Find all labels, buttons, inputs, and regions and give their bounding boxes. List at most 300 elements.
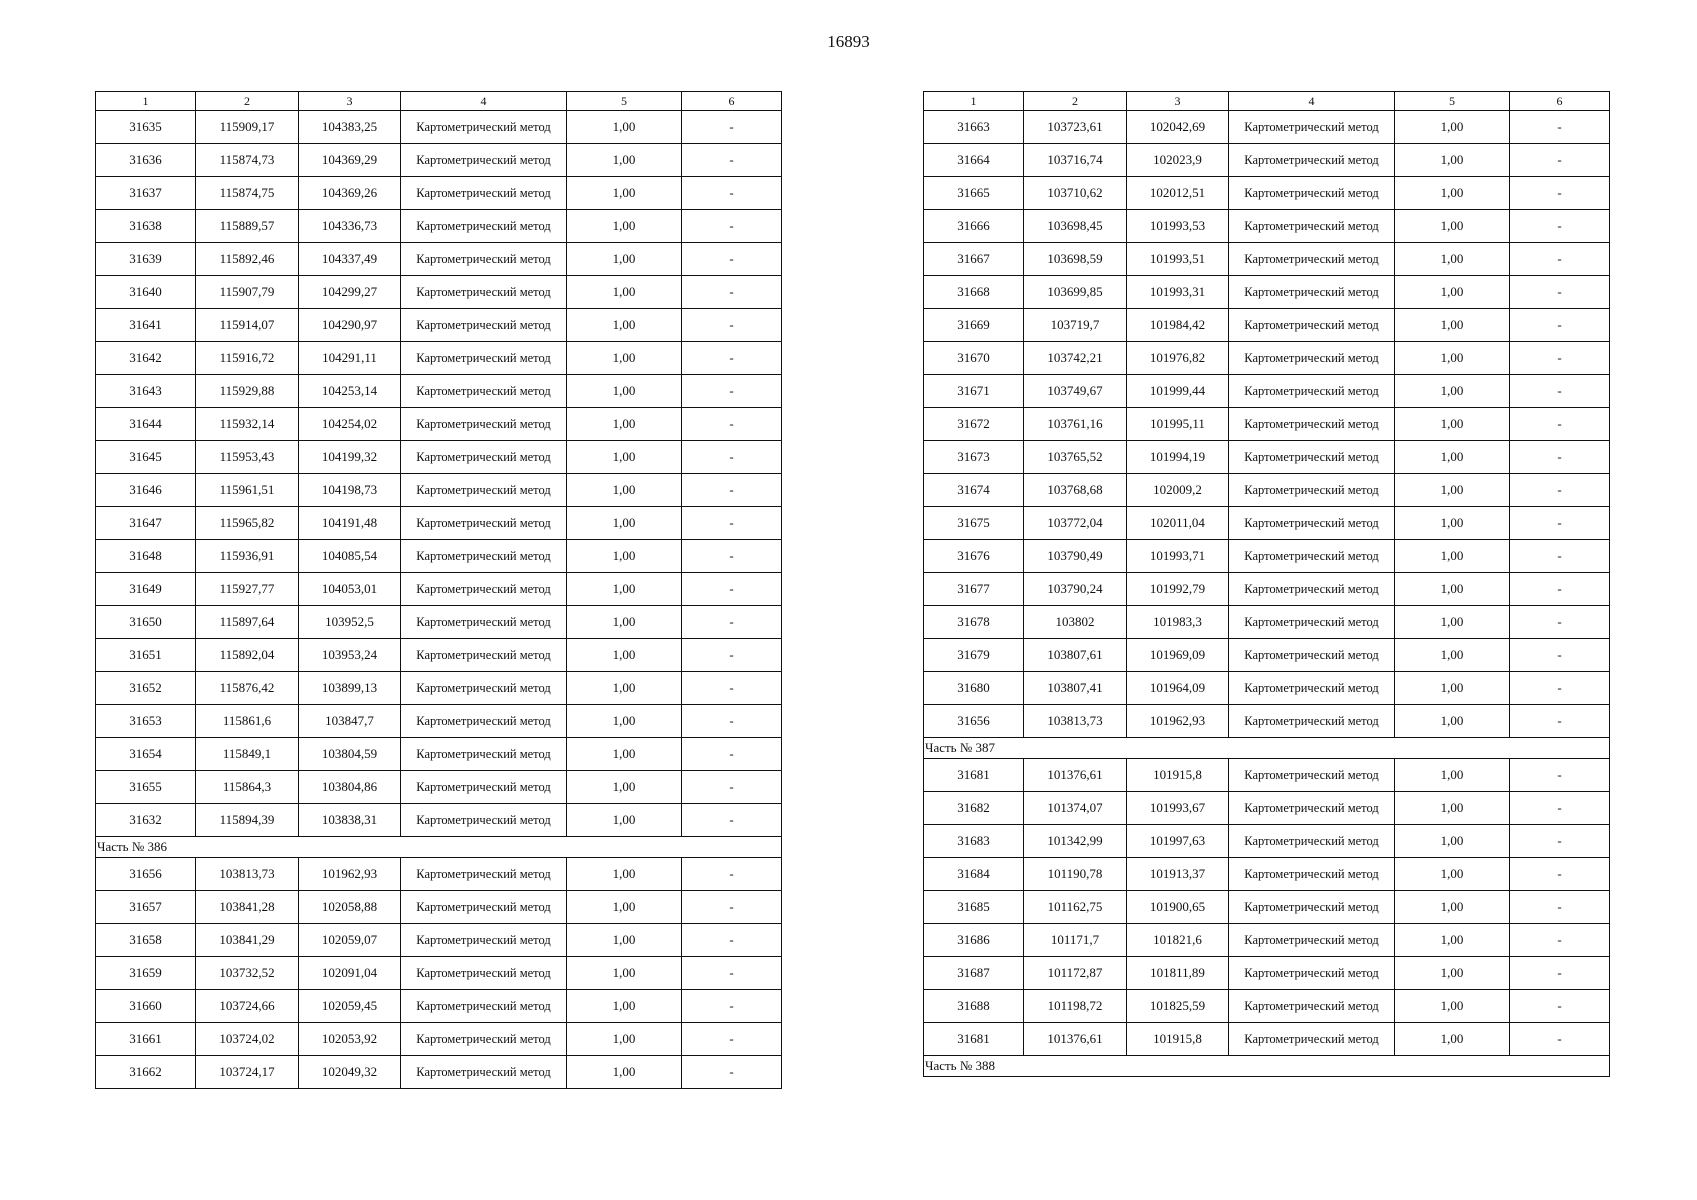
y-coordinate-cell: 101821,6 (1127, 924, 1229, 957)
y-coordinate-cell: 101915,8 (1127, 1023, 1229, 1056)
point-number-cell: 31667 (924, 243, 1024, 276)
x-coordinate-cell: 115927,77 (196, 573, 299, 606)
table-row (924, 276, 1610, 309)
y-coordinate-cell: 104336,73 (299, 210, 401, 243)
accuracy-cell: 1,00 (1395, 342, 1510, 375)
x-coordinate-cell: 103790,24 (1024, 573, 1127, 606)
description-cell: - (1510, 408, 1610, 441)
point-number-cell: 31674 (924, 474, 1024, 507)
point-number-cell: 31660 (96, 990, 196, 1023)
method-cell: Картометрический метод (401, 639, 567, 672)
point-number-cell: 31666 (924, 210, 1024, 243)
accuracy-cell: 1,00 (1395, 573, 1510, 606)
column-header: 2 (1024, 92, 1127, 111)
method-cell: Картометрический метод (401, 606, 567, 639)
accuracy-cell: 1,00 (1395, 243, 1510, 276)
accuracy-cell: 1,00 (567, 342, 682, 375)
description-cell: - (1510, 792, 1610, 825)
method-cell: Картометрический метод (1229, 210, 1395, 243)
method-cell: Картометрический метод (1229, 474, 1395, 507)
description-cell: - (682, 639, 782, 672)
page-number: 16893 (827, 32, 870, 51)
y-coordinate-cell: 103953,24 (299, 639, 401, 672)
point-number-cell: 31662 (96, 1056, 196, 1089)
x-coordinate-cell: 103749,67 (1024, 375, 1127, 408)
accuracy-cell: 1,00 (567, 210, 682, 243)
accuracy-cell: 1,00 (1395, 111, 1510, 144)
y-coordinate-cell: 101969,09 (1127, 639, 1229, 672)
description-cell: - (682, 858, 782, 891)
accuracy-cell: 1,00 (1395, 144, 1510, 177)
point-number-cell: 31680 (924, 672, 1024, 705)
table-row (924, 672, 1610, 705)
point-number-cell: 31643 (96, 375, 196, 408)
description-cell: - (1510, 375, 1610, 408)
y-coordinate-cell: 104291,11 (299, 342, 401, 375)
point-number-cell: 31649 (96, 573, 196, 606)
table-row (924, 957, 1610, 990)
accuracy-cell: 1,00 (567, 177, 682, 210)
x-coordinate-cell: 103813,73 (1024, 705, 1127, 738)
point-number-cell: 31679 (924, 639, 1024, 672)
table-row (96, 573, 782, 606)
point-number-cell: 31661 (96, 1023, 196, 1056)
accuracy-cell: 1,00 (567, 771, 682, 804)
method-cell: Картометрический метод (401, 276, 567, 309)
x-coordinate-cell: 103761,16 (1024, 408, 1127, 441)
description-cell: - (682, 804, 782, 837)
part-heading-row (924, 1056, 1610, 1077)
method-cell: Картометрический метод (1229, 891, 1395, 924)
method-cell: Картометрический метод (1229, 672, 1395, 705)
x-coordinate-cell: 115874,73 (196, 144, 299, 177)
x-coordinate-cell: 103742,21 (1024, 342, 1127, 375)
accuracy-cell: 1,00 (1395, 792, 1510, 825)
header-row (96, 92, 782, 111)
description-cell: - (682, 309, 782, 342)
x-coordinate-cell: 101172,87 (1024, 957, 1127, 990)
method-cell: Картометрический метод (401, 342, 567, 375)
method-cell: Картометрический метод (1229, 825, 1395, 858)
x-coordinate-cell: 103710,62 (1024, 177, 1127, 210)
y-coordinate-cell: 104383,25 (299, 111, 401, 144)
x-coordinate-cell: 115916,72 (196, 342, 299, 375)
description-cell: - (682, 1023, 782, 1056)
description-cell: - (682, 474, 782, 507)
table-row (924, 858, 1610, 891)
point-number-cell: 31677 (924, 573, 1024, 606)
x-coordinate-cell: 115936,91 (196, 540, 299, 573)
table-row (96, 738, 782, 771)
accuracy-cell: 1,00 (567, 408, 682, 441)
accuracy-cell: 1,00 (567, 924, 682, 957)
x-coordinate-cell: 101171,7 (1024, 924, 1127, 957)
point-number-cell: 31668 (924, 276, 1024, 309)
y-coordinate-cell: 103804,59 (299, 738, 401, 771)
accuracy-cell: 1,00 (1395, 540, 1510, 573)
x-coordinate-cell: 101198,72 (1024, 990, 1127, 1023)
point-number-cell: 31671 (924, 375, 1024, 408)
method-cell: Картометрический метод (1229, 1023, 1395, 1056)
description-cell: - (1510, 990, 1610, 1023)
table-row (96, 276, 782, 309)
x-coordinate-cell: 115929,88 (196, 375, 299, 408)
description-cell: - (682, 1056, 782, 1089)
point-number-cell: 31669 (924, 309, 1024, 342)
point-number-cell: 31640 (96, 276, 196, 309)
table-row (924, 924, 1610, 957)
point-number-cell: 31638 (96, 210, 196, 243)
accuracy-cell: 1,00 (1395, 759, 1510, 792)
x-coordinate-cell: 103719,7 (1024, 309, 1127, 342)
y-coordinate-cell: 102091,04 (299, 957, 401, 990)
method-cell: Картометрический метод (1229, 144, 1395, 177)
table-row (924, 990, 1610, 1023)
table-row (96, 375, 782, 408)
part-heading: Часть № 386 (96, 837, 782, 858)
description-cell: - (682, 408, 782, 441)
y-coordinate-cell: 104337,49 (299, 243, 401, 276)
table-row (924, 111, 1610, 144)
method-cell: Картометрический метод (401, 375, 567, 408)
table-row (96, 243, 782, 276)
table-row (924, 606, 1610, 639)
method-cell: Картометрический метод (401, 243, 567, 276)
description-cell: - (1510, 111, 1610, 144)
accuracy-cell: 1,00 (1395, 375, 1510, 408)
point-number-cell: 31683 (924, 825, 1024, 858)
table-row (96, 309, 782, 342)
point-number-cell: 31684 (924, 858, 1024, 891)
accuracy-cell: 1,00 (567, 375, 682, 408)
accuracy-cell: 1,00 (567, 705, 682, 738)
y-coordinate-cell: 104053,01 (299, 573, 401, 606)
method-cell: Картометрический метод (401, 891, 567, 924)
x-coordinate-cell: 115892,46 (196, 243, 299, 276)
point-number-cell: 31672 (924, 408, 1024, 441)
y-coordinate-cell: 104253,14 (299, 375, 401, 408)
y-coordinate-cell: 104198,73 (299, 474, 401, 507)
method-cell: Картометрический метод (401, 705, 567, 738)
table-row (924, 792, 1610, 825)
description-cell: - (1510, 825, 1610, 858)
table-row (924, 144, 1610, 177)
method-cell: Картометрический метод (1229, 441, 1395, 474)
y-coordinate-cell: 101994,19 (1127, 441, 1229, 474)
accuracy-cell: 1,00 (567, 1023, 682, 1056)
x-coordinate-cell: 103807,41 (1024, 672, 1127, 705)
method-cell: Картометрический метод (1229, 540, 1395, 573)
description-cell: - (1510, 759, 1610, 792)
table-row (924, 573, 1610, 606)
description-cell: - (682, 672, 782, 705)
method-cell: Картометрический метод (1229, 342, 1395, 375)
table-row (96, 111, 782, 144)
x-coordinate-cell: 115864,3 (196, 771, 299, 804)
y-coordinate-cell: 104199,32 (299, 441, 401, 474)
x-coordinate-cell: 103765,52 (1024, 441, 1127, 474)
x-coordinate-cell: 115876,42 (196, 672, 299, 705)
x-coordinate-cell: 101190,78 (1024, 858, 1127, 891)
method-cell: Картометрический метод (1229, 408, 1395, 441)
table-row (96, 924, 782, 957)
x-coordinate-cell: 103802 (1024, 606, 1127, 639)
y-coordinate-cell: 101997,63 (1127, 825, 1229, 858)
description-cell: - (682, 771, 782, 804)
y-coordinate-cell: 101913,37 (1127, 858, 1229, 891)
table-row (96, 858, 782, 891)
accuracy-cell: 1,00 (1395, 276, 1510, 309)
method-cell: Картометрический метод (401, 858, 567, 891)
x-coordinate-cell: 101374,07 (1024, 792, 1127, 825)
x-coordinate-cell: 103732,52 (196, 957, 299, 990)
column-header: 3 (1127, 92, 1229, 111)
point-number-cell: 31654 (96, 738, 196, 771)
table-row (924, 825, 1610, 858)
point-number-cell: 31642 (96, 342, 196, 375)
y-coordinate-cell: 101962,93 (299, 858, 401, 891)
method-cell: Картометрический метод (1229, 792, 1395, 825)
method-cell: Картометрический метод (1229, 639, 1395, 672)
y-coordinate-cell: 102042,69 (1127, 111, 1229, 144)
x-coordinate-cell: 115874,75 (196, 177, 299, 210)
column-header: 3 (299, 92, 401, 111)
description-cell: - (1510, 924, 1610, 957)
method-cell: Картометрический метод (1229, 309, 1395, 342)
point-number-cell: 31670 (924, 342, 1024, 375)
description-cell: - (682, 243, 782, 276)
method-cell: Картометрический метод (401, 408, 567, 441)
x-coordinate-cell: 103841,28 (196, 891, 299, 924)
description-cell: - (1510, 243, 1610, 276)
method-cell: Картометрический метод (401, 957, 567, 990)
description-cell: - (682, 177, 782, 210)
description-cell: - (1510, 1023, 1610, 1056)
point-number-cell: 31658 (96, 924, 196, 957)
accuracy-cell: 1,00 (567, 540, 682, 573)
x-coordinate-cell: 103807,61 (1024, 639, 1127, 672)
y-coordinate-cell: 102023,9 (1127, 144, 1229, 177)
accuracy-cell: 1,00 (1395, 210, 1510, 243)
x-coordinate-cell: 115849,1 (196, 738, 299, 771)
y-coordinate-cell: 104085,54 (299, 540, 401, 573)
header-row (924, 92, 1610, 111)
point-number-cell: 31644 (96, 408, 196, 441)
table-row (96, 990, 782, 1023)
y-coordinate-cell: 104254,02 (299, 408, 401, 441)
table-row (96, 1056, 782, 1089)
description-cell: - (1510, 210, 1610, 243)
x-coordinate-cell: 103716,74 (1024, 144, 1127, 177)
accuracy-cell: 1,00 (1395, 309, 1510, 342)
accuracy-cell: 1,00 (567, 111, 682, 144)
x-coordinate-cell: 115907,79 (196, 276, 299, 309)
part-heading: Часть № 387 (924, 738, 1610, 759)
accuracy-cell: 1,00 (567, 1056, 682, 1089)
point-number-cell: 31645 (96, 441, 196, 474)
method-cell: Картометрический метод (1229, 375, 1395, 408)
accuracy-cell: 1,00 (1395, 705, 1510, 738)
description-cell: - (1510, 606, 1610, 639)
description-cell: - (1510, 957, 1610, 990)
y-coordinate-cell: 104369,26 (299, 177, 401, 210)
x-coordinate-cell: 101376,61 (1024, 1023, 1127, 1056)
y-coordinate-cell: 102058,88 (299, 891, 401, 924)
table-row (924, 639, 1610, 672)
point-number-cell: 31657 (96, 891, 196, 924)
x-coordinate-cell: 115889,57 (196, 210, 299, 243)
accuracy-cell: 1,00 (567, 309, 682, 342)
y-coordinate-cell: 102012,51 (1127, 177, 1229, 210)
accuracy-cell: 1,00 (1395, 924, 1510, 957)
y-coordinate-cell: 104299,27 (299, 276, 401, 309)
description-cell: - (682, 276, 782, 309)
y-coordinate-cell: 103804,86 (299, 771, 401, 804)
point-number-cell: 31635 (96, 111, 196, 144)
column-header: 1 (96, 92, 196, 111)
description-cell: - (682, 990, 782, 1023)
y-coordinate-cell: 103847,7 (299, 705, 401, 738)
x-coordinate-cell: 115953,43 (196, 441, 299, 474)
point-number-cell: 31663 (924, 111, 1024, 144)
description-cell: - (682, 924, 782, 957)
accuracy-cell: 1,00 (1395, 825, 1510, 858)
accuracy-cell: 1,00 (1395, 1023, 1510, 1056)
x-coordinate-cell: 103768,68 (1024, 474, 1127, 507)
point-number-cell: 31688 (924, 990, 1024, 1023)
table-row (96, 474, 782, 507)
point-number-cell: 31659 (96, 957, 196, 990)
x-coordinate-cell: 115961,51 (196, 474, 299, 507)
point-number-cell: 31651 (96, 639, 196, 672)
accuracy-cell: 1,00 (567, 672, 682, 705)
table-row (96, 1023, 782, 1056)
accuracy-cell: 1,00 (567, 804, 682, 837)
table-row (924, 375, 1610, 408)
table-row (96, 957, 782, 990)
method-cell: Картометрический метод (1229, 276, 1395, 309)
point-number-cell: 31648 (96, 540, 196, 573)
accuracy-cell: 1,00 (567, 639, 682, 672)
y-coordinate-cell: 101984,42 (1127, 309, 1229, 342)
table-row (96, 342, 782, 375)
description-cell: - (1510, 309, 1610, 342)
y-coordinate-cell: 101995,11 (1127, 408, 1229, 441)
point-number-cell: 31632 (96, 804, 196, 837)
x-coordinate-cell: 103772,04 (1024, 507, 1127, 540)
column-header: 4 (401, 92, 567, 111)
point-number-cell: 31676 (924, 540, 1024, 573)
y-coordinate-cell: 101900,65 (1127, 891, 1229, 924)
description-cell: - (682, 540, 782, 573)
method-cell: Картометрический метод (401, 1056, 567, 1089)
x-coordinate-cell: 103724,02 (196, 1023, 299, 1056)
point-number-cell: 31681 (924, 1023, 1024, 1056)
x-coordinate-cell: 103790,49 (1024, 540, 1127, 573)
method-cell: Картометрический метод (401, 507, 567, 540)
table-row (924, 309, 1610, 342)
point-number-cell: 31641 (96, 309, 196, 342)
y-coordinate-cell: 101962,93 (1127, 705, 1229, 738)
part-heading-row (96, 837, 782, 858)
description-cell: - (1510, 441, 1610, 474)
description-cell: - (682, 573, 782, 606)
method-cell: Картометрический метод (401, 738, 567, 771)
y-coordinate-cell: 103952,5 (299, 606, 401, 639)
y-coordinate-cell: 101993,53 (1127, 210, 1229, 243)
method-cell: Картометрический метод (1229, 111, 1395, 144)
table-row (96, 507, 782, 540)
part-heading: Часть № 388 (924, 1056, 1610, 1077)
method-cell: Картометрический метод (1229, 606, 1395, 639)
x-coordinate-cell: 115894,39 (196, 804, 299, 837)
method-cell: Картометрический метод (401, 804, 567, 837)
description-cell: - (1510, 891, 1610, 924)
point-number-cell: 31656 (96, 858, 196, 891)
description-cell: - (682, 891, 782, 924)
column-header: 6 (682, 92, 782, 111)
part-heading-row (924, 738, 1610, 759)
table-row (924, 441, 1610, 474)
table-row (96, 606, 782, 639)
description-cell: - (1510, 540, 1610, 573)
table-row (924, 177, 1610, 210)
x-coordinate-cell: 101376,61 (1024, 759, 1127, 792)
table-row (96, 144, 782, 177)
table-row (96, 177, 782, 210)
x-coordinate-cell: 115892,04 (196, 639, 299, 672)
y-coordinate-cell: 102053,92 (299, 1023, 401, 1056)
method-cell: Картометрический метод (401, 144, 567, 177)
method-cell: Картометрический метод (401, 771, 567, 804)
method-cell: Картометрический метод (1229, 507, 1395, 540)
method-cell: Картометрический метод (401, 540, 567, 573)
y-coordinate-cell: 103899,13 (299, 672, 401, 705)
x-coordinate-cell: 103698,45 (1024, 210, 1127, 243)
x-coordinate-cell: 115965,82 (196, 507, 299, 540)
method-cell: Картометрический метод (401, 177, 567, 210)
column-header: 1 (924, 92, 1024, 111)
y-coordinate-cell: 101915,8 (1127, 759, 1229, 792)
table-row (924, 474, 1610, 507)
table-row (924, 507, 1610, 540)
y-coordinate-cell: 101825,59 (1127, 990, 1229, 1023)
accuracy-cell: 1,00 (1395, 858, 1510, 891)
table-row (924, 759, 1610, 792)
y-coordinate-cell: 102049,32 (299, 1056, 401, 1089)
description-cell: - (682, 111, 782, 144)
x-coordinate-cell: 103724,66 (196, 990, 299, 1023)
table-row (96, 540, 782, 573)
description-cell: - (1510, 342, 1610, 375)
y-coordinate-cell: 104191,48 (299, 507, 401, 540)
table-row (924, 210, 1610, 243)
point-number-cell: 31687 (924, 957, 1024, 990)
point-number-cell: 31637 (96, 177, 196, 210)
method-cell: Картометрический метод (1229, 858, 1395, 891)
description-cell: - (682, 705, 782, 738)
accuracy-cell: 1,00 (567, 990, 682, 1023)
y-coordinate-cell: 103838,31 (299, 804, 401, 837)
y-coordinate-cell: 101999,44 (1127, 375, 1229, 408)
table-row (96, 804, 782, 837)
accuracy-cell: 1,00 (1395, 639, 1510, 672)
table-row (924, 891, 1610, 924)
point-number-cell: 31652 (96, 672, 196, 705)
table-row (924, 1023, 1610, 1056)
point-number-cell: 31655 (96, 771, 196, 804)
accuracy-cell: 1,00 (1395, 672, 1510, 705)
